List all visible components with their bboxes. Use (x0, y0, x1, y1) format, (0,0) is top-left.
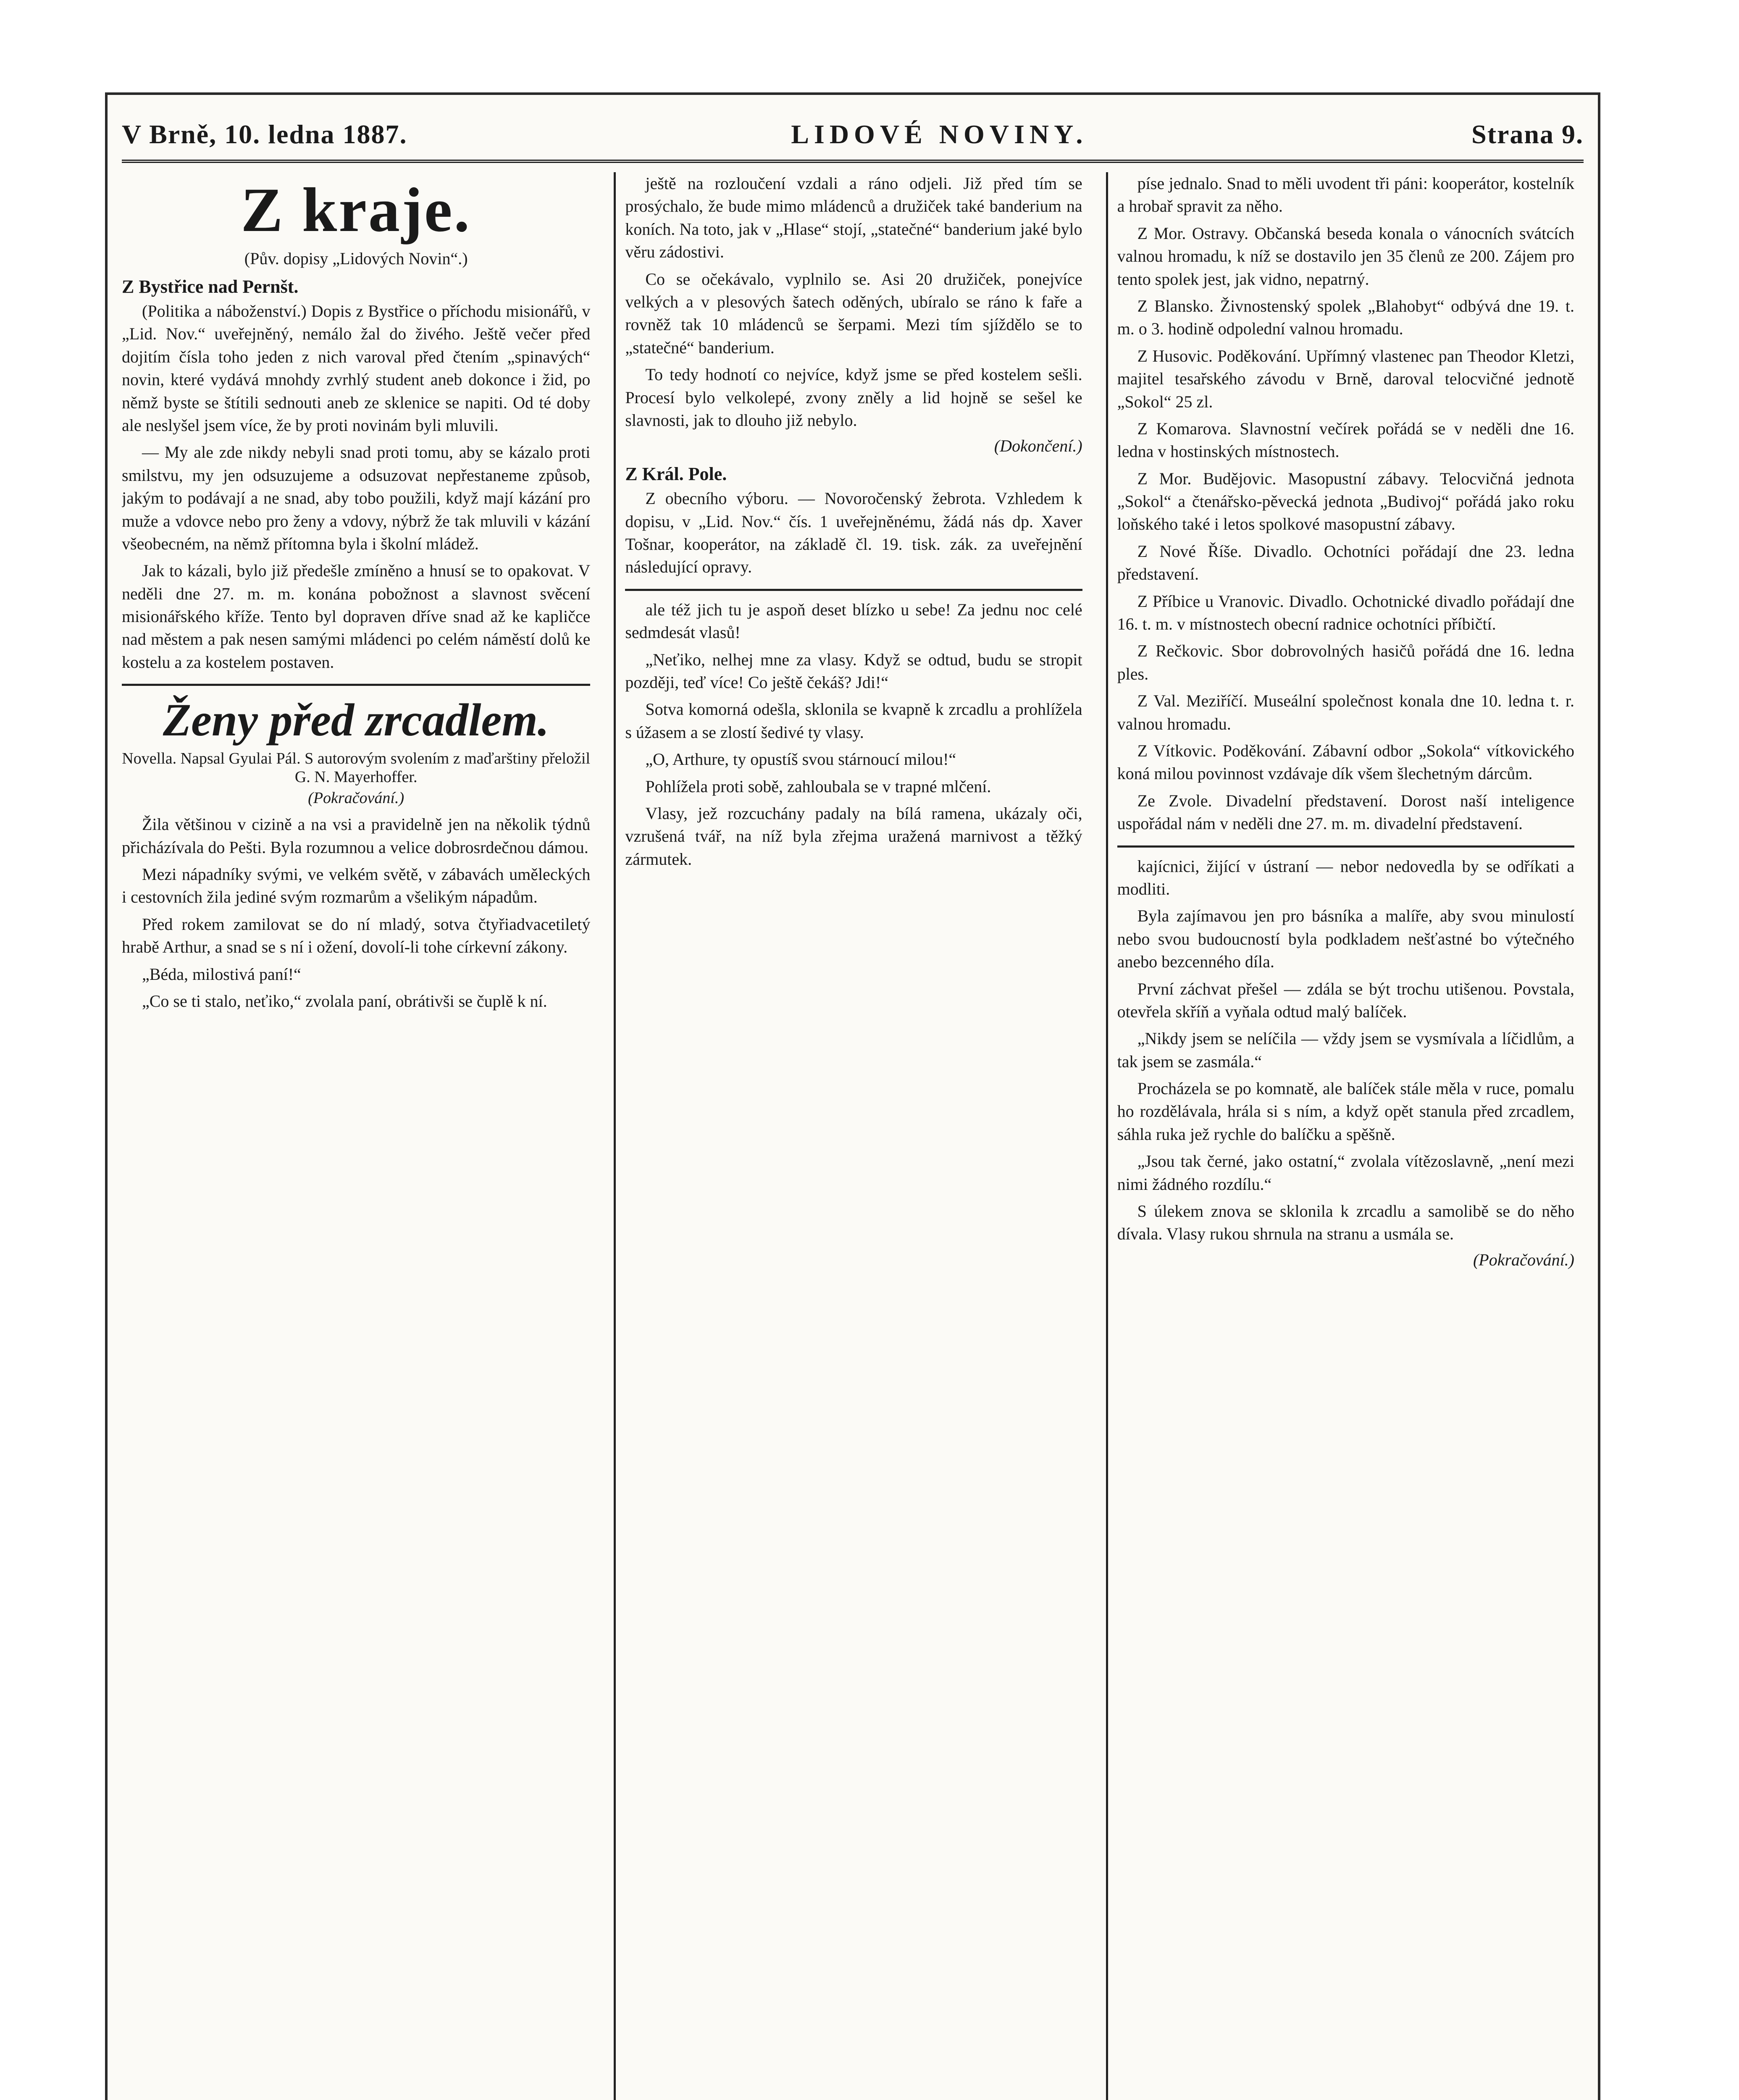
feuilleton-continuation: (Pokračování.) (308, 789, 405, 807)
article-paragraph: — My ale zde nikdy nebyli snad proti tomu, aby se kázalo proti smilstvu, my jen odsuzujeme a odsuzovat nepřestaneme způsob, jakým to podávají a ne snad, aby tobo použili, když mají kázání pro muže a vdovce nebo pro ženy a vdovy, nýbrž že tak mluvili v kázání všeobecném, na němž přítomna byla i školní mládež. (122, 443, 591, 553)
feuilleton-title: Ženy před zrcadlem. (163, 694, 549, 746)
columns (122, 172, 1584, 2100)
news-item: Z Komarova. Slavnostní večírek pořádá se v neděli dne 16. ledna v hostinských místnostech. (1117, 419, 1574, 461)
feuilleton-paragraph: Žila většinou v cizině a na vsi a pravidelně jen na několik týdnů přicházívala do Pešti. Byla rozumnou a velice dobrosrdečnou dámou. (122, 815, 591, 857)
article-paragraph: (Politika a náboženství.) Dopis z Bystřice o příchodu misionářů, v „Lid. Nov.“ uveřejněný, nemálo žal do živého. Ještě večer před dojitím čísla toho jeden z nich varoval před čtením „spinavých“ novin, které vydává mnohdy zvrhlý student aneb dokonce i žid, po němž byste se štítili sednouti aneb ze sklenice se napiti. Od té doby ale neslyšel jsem více, že by proti novinám byli mluvili. (122, 302, 591, 435)
feuilleton-paragraph: Před rokem zamilovat se do ní mladý, sotva čtyřiadvacetiletý hrabě Arthur, a snad se s ní i ožení, dovolí-li tohe církevní zákony. (122, 914, 591, 957)
feuilleton-paragraph: „Nikdy jsem se nelíčila — vždy jsem se vysmívala a líčidlům, a tak jsem se zasmála.“ (1117, 1029, 1574, 1071)
feuilleton-paragraph: První záchvat přešel — zdála se být trochu utišenou. Povstala, otevřela skříň a vyňala odtud malý balíček. (1117, 979, 1574, 1021)
feuilleton-quote: „Co se ti stalo, neťiko,“ zvolala paní, obrátivši se čuplě k ní. (142, 991, 547, 1011)
divider (625, 589, 1082, 591)
news-item: Z Mor. Ostravy. Občanská beseda konala o vánocních svátcích valnou hromadu, k níž se dostavilo jen 35 členů ze 200. Zájem pro tento spolek jest, jak vidno, nepatrný. (1117, 223, 1574, 289)
news-item: Z Blansko. Živnostenský spolek „Blahobyt“ odbývá dne 19. t. m. o 3. hodině odpolední valnou hromadu. (1117, 296, 1574, 339)
news-item: Z Vítkovic. Poděkování. Zábavní odbor „Sokola“ vítkovického koná milou povinnost vzdávaje dík všem šlechetným dárcům. (1117, 741, 1574, 783)
news-item: Z Rečkovic. Sbor dobrovolných hasičů pořádá dne 16. ledna ples. (1117, 641, 1574, 683)
divider (1117, 845, 1574, 848)
article-heading: Z Bystřice nad Pernšt. (122, 276, 299, 297)
page-number: Strana 9. (1471, 119, 1584, 149)
news-item: Z Husovic. Poděkování. Upřímný vlastenec pan Theodor Kletzi, majitel tesařského závodu v Brně, daroval telocvičné jednotě „Sokol“ 25 zl. (1117, 346, 1574, 411)
article-paragraph: Co se očekávalo, vyplnilo se. Asi 20 družiček, ponejvíce velkých a v plesových šatech oděných, ubíralo se ráno k faře a rovněž tak 10 mládenců se šerpami. Mezi tím sjíždělo se to „statečné“ banderium. (625, 269, 1082, 357)
column-1 (122, 172, 599, 2100)
feuilleton-paragraph: S úlekem znova se sklonila k zrcadlu a samolibě se do něho dívala. Vlasy rukou shrnula na stranu a usmála se. (1117, 1202, 1574, 1244)
article-paragraph: Jak to kázali, bylo již předešle zmíněno a hnusí se to opakovat. V neděli dne 27. m. m. konána pobožnost a slavnost svěcení misionářského kříže. Tento byl dopraven dříve snad až ke kapličce nad městem a pak nesen samými mládenci po celém náměstí dolů ke kostelu a za kostelem postaven. (122, 561, 591, 672)
column-3 (1106, 172, 1584, 2100)
newspaper-title: LIDOVÉ NOVINY. (791, 119, 1088, 149)
article-paragraph: Z obecního výboru. — Novoročenský žebrota. Vzhledem k dopisu, v „Lid. Nov.“ čís. 1 uveřejněnému, žádá nás dp. Xaver Tošnar, kooperátor, na základě čl. 19. tisk. zák. za uveřejnění následující opravy. (625, 489, 1082, 577)
feuilleton-paragraph: kajícnici, žijící v ústraní — nebor nedovedla by se odříkati a modliti. (1117, 856, 1574, 898)
feuilleton-paragraph: Procházela se po komnatě, ale balíček stále měla v ruce, pomalu ho rozdělávala, hrála si s ním, a když opět stanula před zrcadlem, sáhla ruka jež rychle do balíčku a spěšně. (1117, 1079, 1574, 1144)
article-paragraph: To tedy hodnotí co nejvíce, když jsme se před kostelem sešli. Procesí bylo velkolepé, zvony zněly a lid hojně se sešel ke slavnosti, jak to dlouho již nebylo. (625, 365, 1082, 430)
news-item: Z Příbice u Vranovic. Divadlo. Ochotnické divadlo pořádají dne 16. t. m. v místnostech obecní radnice ochotníci příbičtí. (1117, 591, 1574, 634)
feuilleton-paragraph: Byla zajímavou jen pro básníka a malíře, aby svou minulostí nebo svou budoucností byla podkladem nešťastné bo výtečného anebo bezcenného díla. (1117, 906, 1574, 971)
news-item: Z Nové Říše. Divadlo. Ochotníci pořádají dne 23. ledna představení. (1117, 541, 1574, 584)
feuilleton-paragraph: Sotva komorná odešla, sklonila se kvapně k zrcadlu a prohlížela s úžasem a se zlostí šedivé ty vlasy. (625, 700, 1082, 742)
newspaper-page (105, 92, 1600, 2100)
feuilleton-paragraph: „Jsou tak černé, jako ostatní,“ zvolala vítězoslavně, „není mezi nimi žádného rozdílu.“ (1117, 1152, 1574, 1194)
divider (122, 684, 590, 686)
feuilleton-paragraph: Mezi nápadníky svými, ve velkém světě, v zábavách uměleckých i cestovních žila jediné svým rozmarům a všelikým nápadům. (122, 865, 591, 907)
feuilleton-paragraph: Vlasy, jež rozcuchány padaly na bílá ramena, ukázaly oči, vzrušená tvář, na níž byla zřejma uražená marnivost a těžký zármutek. (625, 803, 1082, 869)
feuilleton-paragraph: Pohlížela proti sobě, zahloubala se v trapné mlčení. (645, 777, 991, 796)
news-item: Z Mor. Budějovic. Masopustní zábavy. Telocvičná jednota „Sokol“ a čtenářsko-pěvecká jednota „Budivoj“ pořádá jako roku loňského také i letos spolkové masopustní zábavy. (1117, 469, 1574, 534)
feuilleton-paragraph: „Neťiko, nelhej mne za vlasy. Když se odtud, budu se stropit později, teď více! Co ještě čekáš? Jdi!“ (625, 650, 1082, 692)
news-item: Z Val. Meziříčí. Museální společnost konala dne 10. ledna t. r. valnou hromadu. (1117, 691, 1574, 733)
masthead (122, 109, 1584, 163)
feuilleton-byline: Novella. Napsal Gyulai Pál. S autorovým svolením z maďarštiny přeložil G. N. Mayerhoffer. (122, 750, 591, 786)
article-paragraph: ještě na rozloučení vzdali a ráno odjeli. Již před tím se prosýchalo, že bude mimo mládenců a družiček také banderium na koních. Na toto, jak v „Hlase“ stojí, „statečné“ banderium jaké bylo věru zádostivi. (625, 174, 1082, 262)
feuilleton-endnote: (Pokračování.) (1473, 1250, 1574, 1269)
news-item: píse jednalo. Snad to měli uvodent tři páni: kooperátor, kostelník a hrobař spravit za něho. (1117, 174, 1574, 216)
article-heading: Z Král. Pole. (625, 464, 727, 485)
feuilleton-paragraph: „O, Arthure, ty opustíš svou stárnoucí milou!“ (645, 750, 956, 769)
feuilleton-paragraph: ale též jich tu je aspoň deset blízko u sebe! Za jednu noc celé sedmdesát vlasů! (625, 600, 1082, 642)
article-endnote: (Dokončení.) (994, 436, 1082, 456)
section-title: Z kraje. (241, 175, 471, 245)
news-item: Ze Zvole. Divadelní představení. Dorost naší inteligence uspořádal nám v neděli dne 27. m. m. divadelní představení. (1117, 791, 1574, 833)
section-subtitle: (Pův. dopisy „Lidových Novin“.) (244, 249, 468, 268)
issue-date: V Brně, 10. ledna 1887. (122, 119, 407, 149)
column-2 (614, 172, 1091, 2100)
feuilleton-quote: „Béda, milostivá paní!“ (142, 964, 301, 984)
